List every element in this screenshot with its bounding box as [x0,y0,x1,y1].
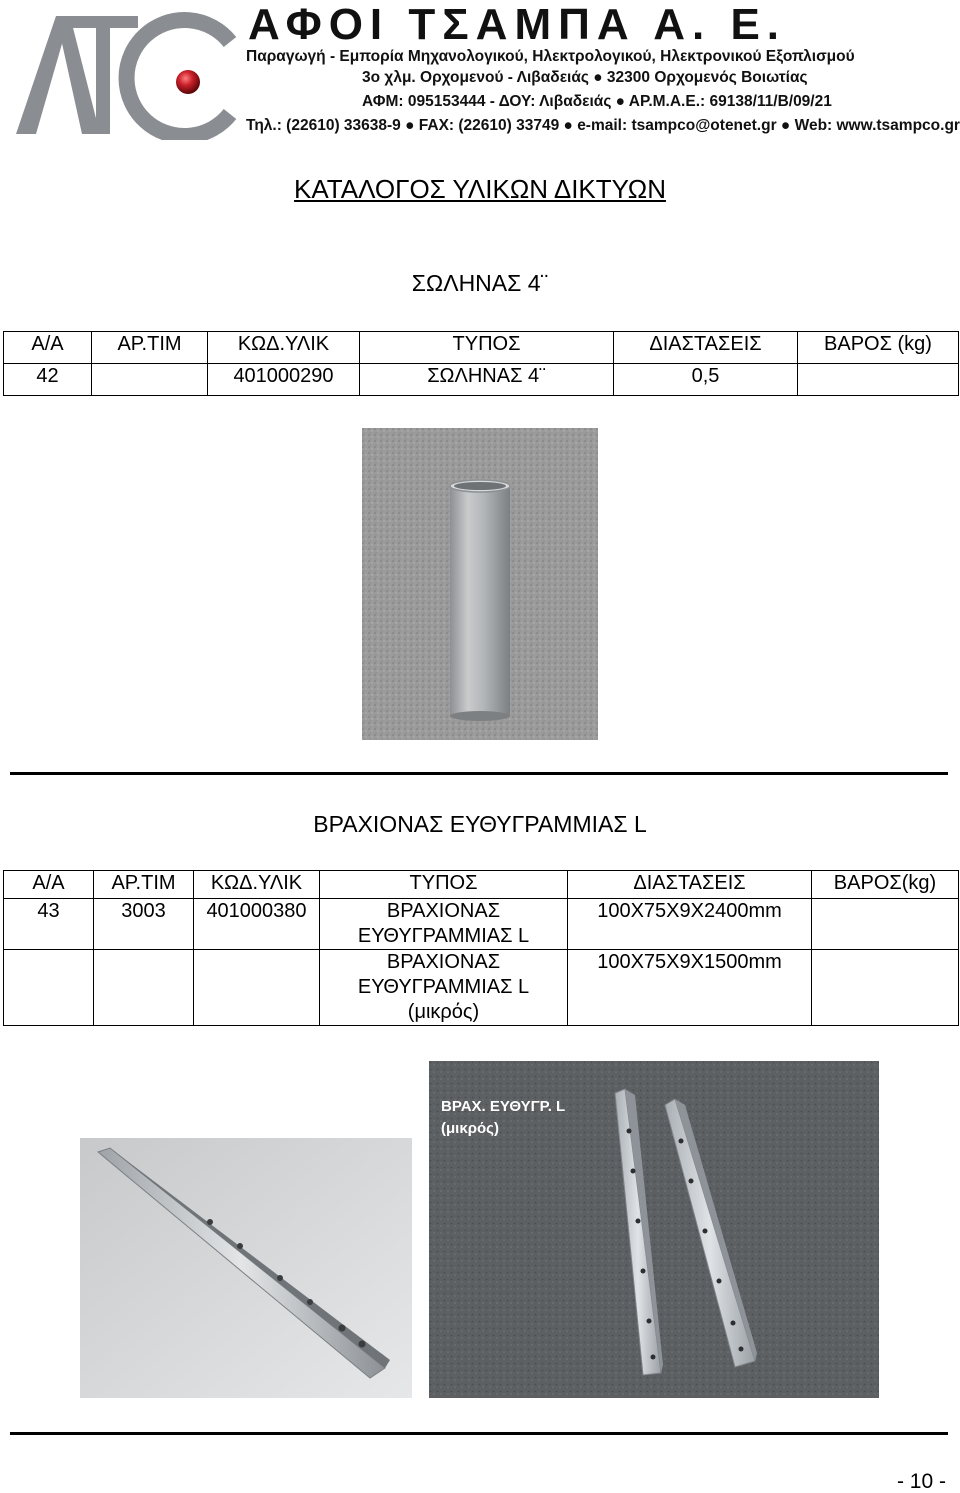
table-row [4,899,959,950]
cell-artim: 3003 [94,899,194,950]
angle-bracket-photo [80,1138,412,1398]
photo-caption-line2: (μικρός) [441,1120,499,1137]
header-kod: ΚΩΔ.ΥΛΙΚ [208,332,360,364]
header-typos: ΤΥΠΟΣ [360,332,614,364]
cell-kod [194,950,320,1026]
cell-diastaseis: 0,5 [614,364,798,396]
cell-aa: 43 [4,899,94,950]
letterhead [0,0,960,145]
cell-artim [92,364,208,396]
cell-kod: 401000290 [208,364,360,396]
section-title-pipe: ΣΩΛΗΝΑΣ 4¨ [411,270,549,296]
table-header-row [4,871,959,899]
header-aa: Α/Α [4,332,92,364]
header-typos: ΤΥΠΟΣ [320,871,568,899]
cell-varos [812,899,959,950]
company-contact: Τηλ.: (22610) 33638-9 ● FAX: (22610) 33749 ● e-mail: tsampco@otenet.gr ● Web: www.tsampco.gr [246,117,960,134]
header-varos: ΒΑΡΟΣ (kg) [798,332,959,364]
cell-kod: 401000380 [194,899,320,950]
cell-varos [812,950,959,1026]
cell-aa [4,950,94,1026]
footer-divider [10,1432,948,1435]
company-address: 3o χλμ. Ορχομενού - Λιβαδειάς ● 32300 Ορχομενός Βοιωτίας [362,69,808,86]
cell-aa: 42 [4,364,92,396]
company-name: ΑΦΟΙ ΤΣΑΜΠΑ Α. Ε. [248,0,787,49]
company-tax-info: ΑΦΜ: 095153444 - ΔΟΥ: Λιβαδειάς ● ΑΡ.Μ.Α.Ε.: 69138/11/Β/09/21 [362,93,832,110]
cell-typos: ΒΡΑΧΙΟΝΑΣ ΕΥΘΥΓΡΑΜΜΙΑΣ L (μικρός) [320,950,568,1026]
header-kod: ΚΩΔ.ΥΛΙΚ [194,871,320,899]
cell-artim [94,950,194,1026]
table-header-row [4,332,959,364]
pipe-spec-table [3,331,959,396]
section-title-bracket: ΒΡΑΧΙΟΝΑΣ ΕΥΘΥΓΡΑΜΜΙΑΣ L [313,811,647,837]
header-varos: ΒΑΡΟΣ(kg) [812,871,959,899]
header-diastaseis: ΔΙΑΣΤΑΣΕΙΣ [614,332,798,364]
bracket-spec-table [3,870,959,1026]
cell-typos: ΒΡΑΧΙΟΝΑΣ ΕΥΘΥΓΡΑΜΜΙΑΣ L [320,899,568,950]
cell-typos: ΣΩΛΗΝΑΣ 4¨ [360,364,614,396]
catalog-title: ΚΑΤΑΛΟΓΟΣ ΥΛΙΚΩΝ ΔΙΚΤΥΩΝ [294,174,666,204]
atc-logo-graphic [8,2,243,140]
angle-brackets-asphalt-photo [429,1061,879,1398]
company-activity: Παραγωγή - Εμπορία Μηχανολογικού, Ηλεκτρολογικού, Ηλεκτρονικού Εξοπλισμού [246,48,855,65]
company-logo [8,2,243,140]
header-diastaseis: ΔΙΑΣΤΑΣΕΙΣ [568,871,812,899]
page-number: - 10 - [896,1470,946,1493]
header-artim: ΑΡ.ΤΙΜ [92,332,208,364]
cell-varos [798,364,959,396]
table-row [4,364,959,396]
photo-caption-line1: ΒΡΑΧ. ΕΥΘΥΓΡ. L [441,1098,566,1115]
table-row [4,950,959,1026]
section-divider [10,772,948,775]
pipe-photo [362,428,598,740]
cell-diastaseis: 100Χ75Χ9Χ1500mm [568,950,812,1026]
cell-diastaseis: 100Χ75Χ9Χ2400mm [568,899,812,950]
header-artim: ΑΡ.ΤΙΜ [94,871,194,899]
header-aa: Α/Α [4,871,94,899]
